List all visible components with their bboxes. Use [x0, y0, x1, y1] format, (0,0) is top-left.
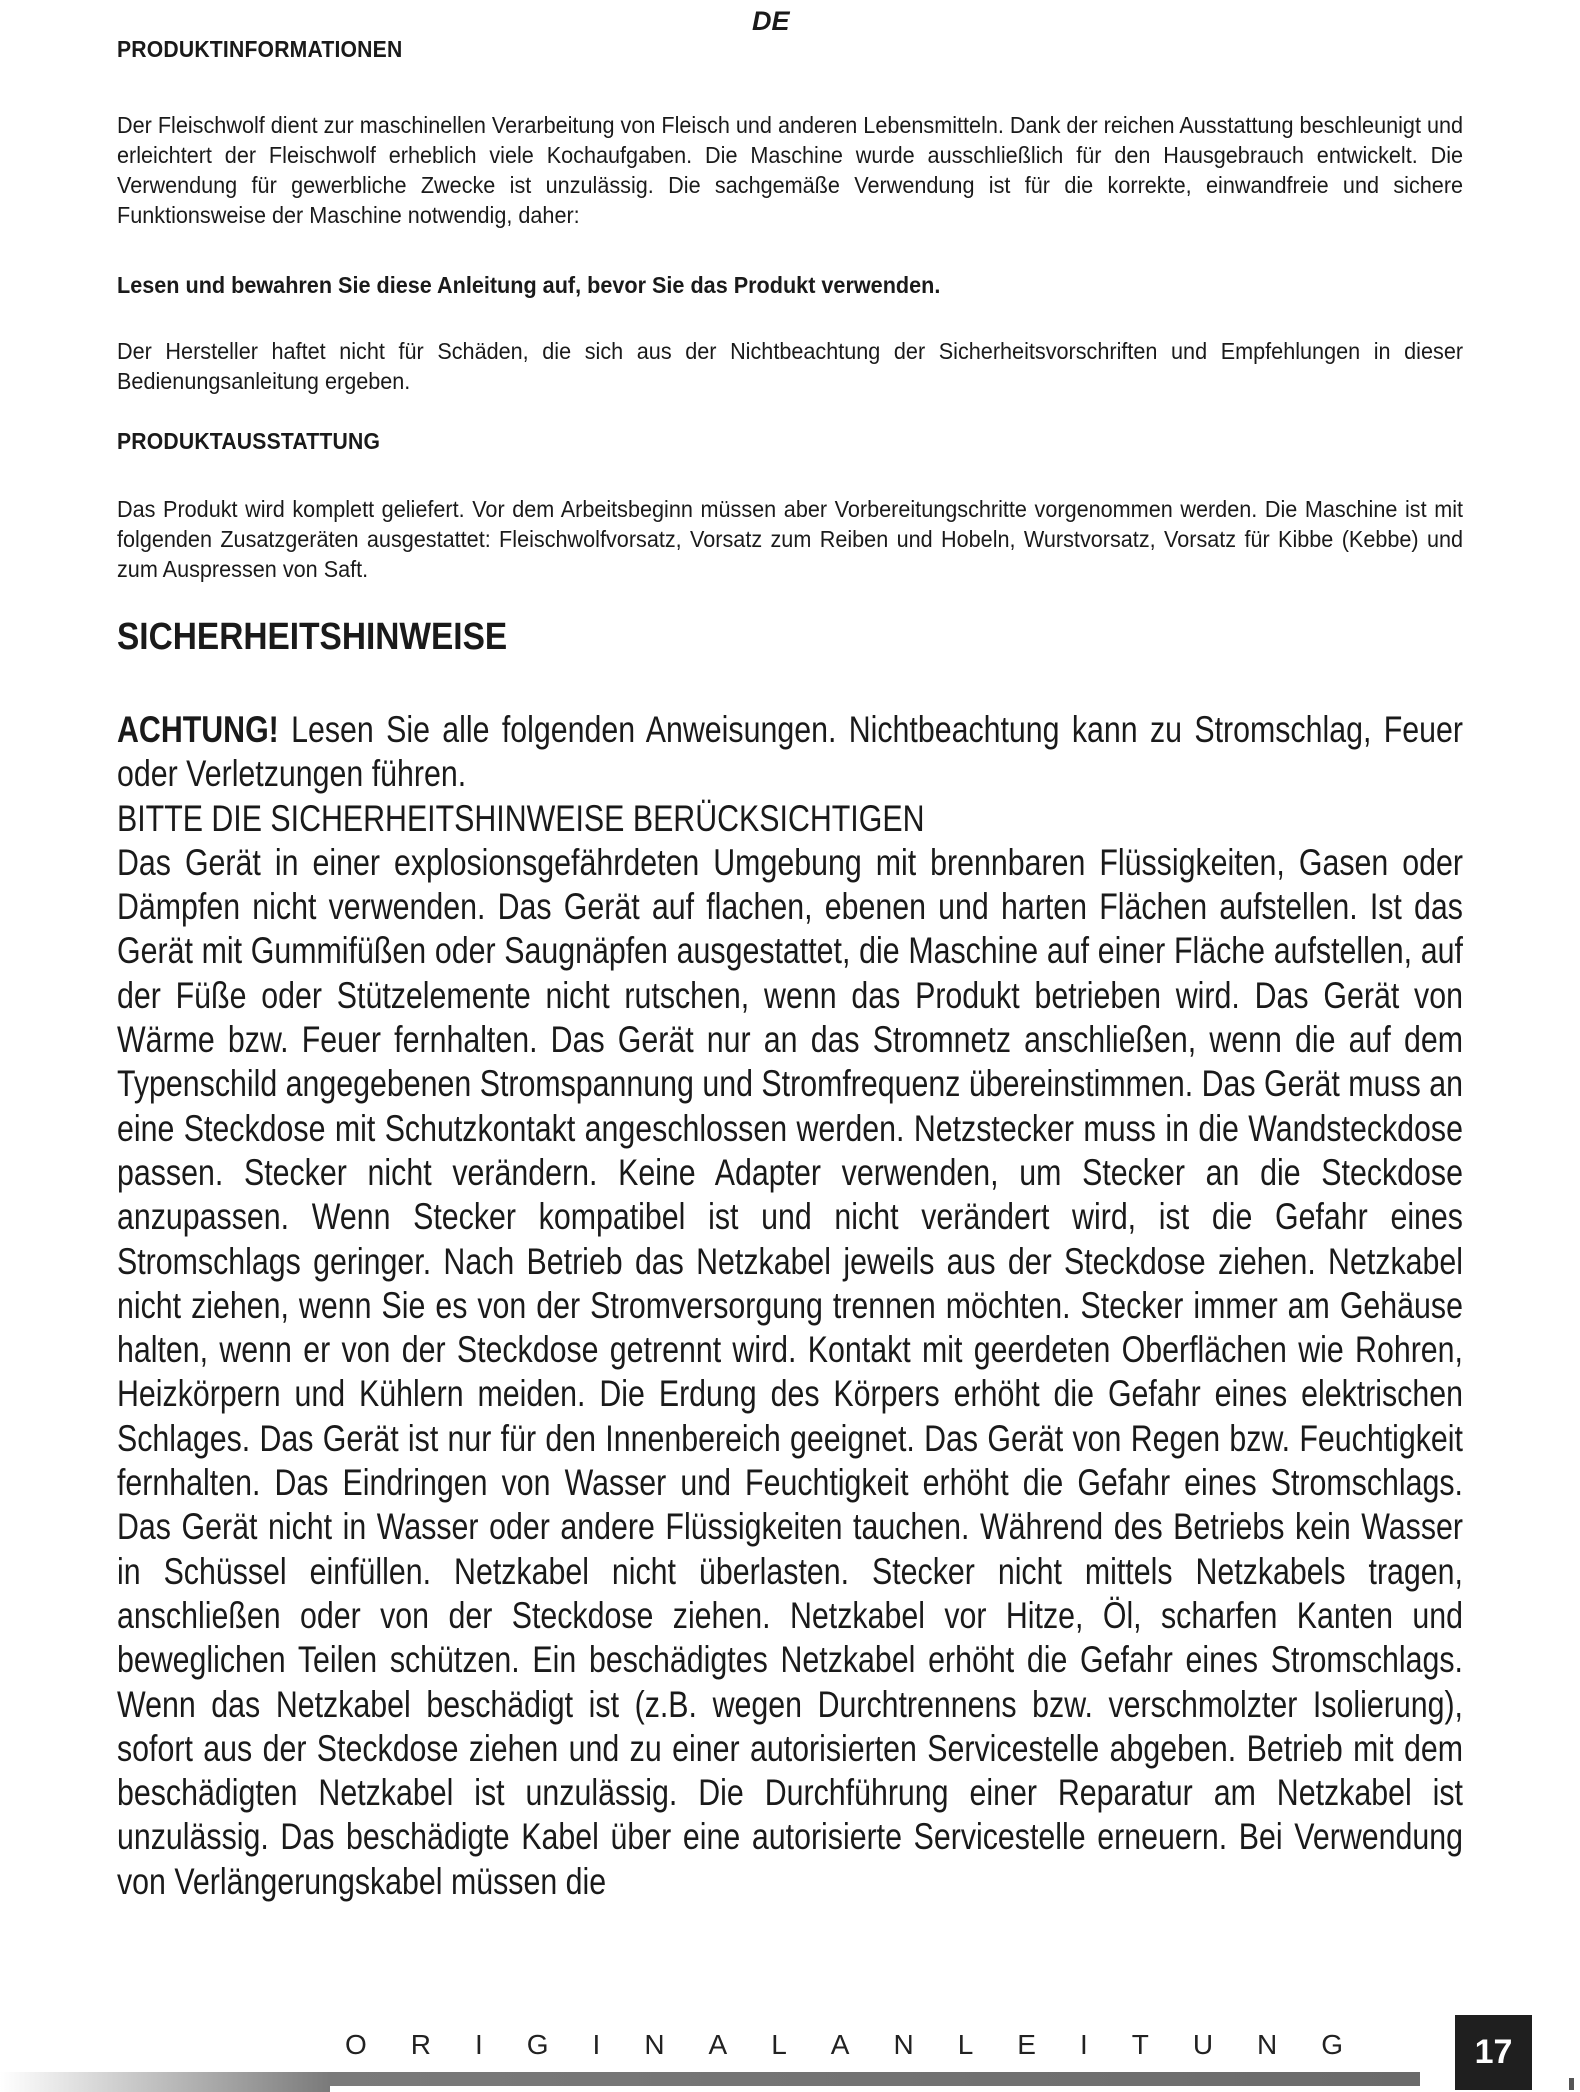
section-title-produktinformationen: PRODUKTINFORMATIONEN: [117, 36, 403, 62]
safety-subtitle: BITTE DIE SICHERHEITSHINWEISE BERÜCKSICHTIGEN: [117, 797, 925, 839]
footer-gradient-bar: [0, 2072, 330, 2092]
language-code: DE: [752, 6, 790, 36]
footer-label: ORIGINALANLEITUNG: [345, 2029, 1388, 2060]
warning-lead: ACHTUNG!: [117, 709, 279, 750]
ausstattung-paragraph: Das Produkt wird komplett geliefert. Vor dem Arbeitsbeginn müssen aber Vorbereitungschritte vorgenommen werden. Die Maschine ist mit folgenden Zusatzgeräten ausgestattet: Fleischwolfvorsatz, Vorsatz zum Reiben und Hobeln, Wurstvorsatz, Vorsatz für Kibbe (Kebbe) und zum Auspressen von Saft.: [117, 496, 1464, 582]
warning-paragraph: [117, 708, 1463, 797]
produktinfo-paragraph: Der Fleischwolf dient zur maschinellen Verarbeitung von Fleisch und anderen Lebensmitteln. Dank der reichen Ausstattung beschleunigt und erleichtert der Fleischwolf erheblich viele Kochaufgaben. Die Maschine wurde ausschließlich für den Hausgebrauch entwickelt. Die Verwendung für gewerbliche Zwecke ist unzulässig. Die sachgemäße Verwendung ist für die korrekte, einwandfreie und sichere Funktionsweise der Maschine notwendig, daher:: [117, 112, 1464, 228]
page-number: 17: [1455, 2015, 1532, 2090]
footer-rule: [330, 2072, 1420, 2086]
safety-paragraph: Das Gerät in einer explosionsgefährdeten Umgebung mit brennbaren Flüssigkeiten, Gasen oder Dämpfen nicht verwenden. Das Gerät auf flachen, ebenen und harten Flächen aufstellen. Ist das Gerät mit Gummifüßen oder Saugnäpfen ausgestattet, die Maschine auf einer Fläche aufstellen, auf der Füße oder Stützelemente nicht rutschen, wenn das Produkt betrieben wird. Das Gerät von Wärme bzw. Feuer fernhalten. Das Gerät nur an das Stromnetz anschließen, wenn die auf dem Typenschild angegebenen Stromspannung und Stromfrequenz übereinstimmen. Das Gerät muss an eine Steckdose mit Schutzkontakt angeschlossen werden. Netzstecker muss in die Wandsteckdose passen. Stecker nicht verändern. Keine Adapter verwenden, um Stecker an die Steckdose anzupassen. Wenn Stecker kompatibel ist und nicht verändert wird, ist die Gefahr eines Stromschlags geringer. Nach Betrieb das Netzkabel jeweils aus der Steckdose ziehen. Netzkabel nicht ziehen, wenn Sie es von der Stromversorgung trennen möchten. Stecker immer am Gehäuse halten, wenn er von der Steckdose getrennt wird. Kontakt mit geerdeten Oberflächen wie Rohren, Heizkörpern und Kühlern meiden. Die Erdung des Körpers erhöht die Gefahr eines elektrischen Schlages. Das Gerät ist nur für den Innenbereich geeignet. Das Gerät von Regen bzw. Feuchtigkeit fernhalten. Das Eindringen von Wasser und Feuchtigkeit erhöht die Gefahr eines Stromschlags. Das Gerät nicht in Wasser oder andere Flüssigkeiten tauchen. Während des Betriebs kein Wasser in Schüssel einfüllen. Netzkabel nicht überlasten. Stecker nicht mittels Netzkabels tragen, anschließen oder von der Steckdose ziehen. Netzkabel vor Hitze, Öl, scharfen Kanten und beweglichen Teilen schützen. Ein beschädigtes Netzkabel erhöht die Gefahr eines Stromschlags. Wenn das Netzkabel beschädigt ist (z.B. wegen Durchtrennens bzw. verschmolzter Isolierung), sofort aus der Steckdose ziehen und zu einer autorisierten Servicestelle abgeben. Betrieb mit dem beschädigten Netzkabel ist unzulässig. Die Durchführung einer Reparatur am Netzkabel ist unzulässig. Das beschädigte Kabel über eine autorisierte Servicestelle erneuern. Bei Verwendung von Verlängerungskabel müssen die: [117, 841, 1463, 1902]
edge-mark: [1569, 2078, 1574, 2090]
liability-paragraph: Der Hersteller haftet nicht für Schäden, die sich aus der Nichtbeachtung der Sicherheitsvorschriften und Empfehlungen in dieser Bedienungsanleitung ergeben.: [117, 338, 1464, 394]
warning-text: Lesen Sie alle folgenden Anweisungen. Nichtbeachtung kann zu Stromschlag, Feuer oder Verletzungen führen.: [117, 709, 1463, 795]
section-title-sicherheitshinweise: SICHERHEITSHINWEISE: [117, 616, 508, 658]
section-title-produktausstattung: PRODUKTAUSSTATTUNG: [117, 428, 381, 454]
read-notice: Lesen und bewahren Sie diese Anleitung auf, bevor Sie das Produkt verwenden.: [117, 272, 941, 298]
safety-block: [117, 708, 1463, 1904]
